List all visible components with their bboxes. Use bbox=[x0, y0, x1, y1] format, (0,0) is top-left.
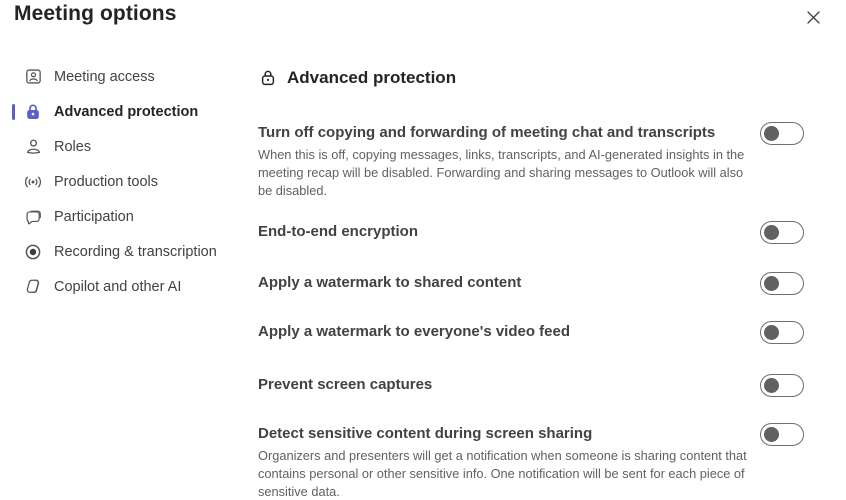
toggle-knob bbox=[764, 276, 779, 291]
toggle-knob bbox=[764, 427, 779, 442]
selection-indicator bbox=[12, 244, 15, 260]
section-title: Advanced protection bbox=[287, 68, 457, 87]
sidebar-item-label: Advanced protection bbox=[54, 103, 199, 120]
toggle-end-to-end-encryption[interactable] bbox=[760, 221, 804, 244]
selection-indicator bbox=[12, 174, 15, 190]
lock-outline-icon bbox=[258, 68, 278, 88]
sidebar bbox=[12, 59, 254, 304]
setting-row bbox=[258, 323, 804, 344]
sidebar-item-roles[interactable] bbox=[12, 129, 254, 164]
toggle-detect-sensitive-content[interactable] bbox=[760, 423, 804, 446]
selection-indicator bbox=[12, 139, 15, 155]
setting-row bbox=[258, 425, 804, 500]
setting-row bbox=[258, 223, 804, 244]
sidebar-item-label: Copilot and other AI bbox=[54, 278, 182, 295]
selection-indicator bbox=[12, 209, 15, 225]
contact-card-icon bbox=[23, 67, 43, 87]
setting-label: Prevent screen captures bbox=[258, 376, 433, 393]
lock-filled-icon bbox=[23, 102, 43, 122]
sidebar-item-advanced-protection[interactable] bbox=[12, 94, 254, 129]
toggle-knob bbox=[764, 225, 779, 240]
setting-row bbox=[258, 376, 804, 397]
copilot-icon bbox=[23, 277, 43, 297]
setting-label: Apply a watermark to everyone's video feed bbox=[258, 323, 571, 340]
main-panel bbox=[258, 65, 804, 500]
sidebar-item-recording-transcription[interactable] bbox=[12, 234, 254, 269]
sidebar-item-meeting-access[interactable] bbox=[12, 59, 254, 94]
setting-label: End-to-end encryption bbox=[258, 223, 418, 240]
toggle-turn-off-copying-forwarding[interactable] bbox=[760, 122, 804, 145]
sidebar-item-label: Meeting access bbox=[54, 68, 155, 85]
toggle-knob bbox=[764, 126, 779, 141]
setting-label: Turn off copying and forwarding of meeting chat and transcripts bbox=[258, 124, 716, 141]
close-icon bbox=[806, 10, 821, 25]
sidebar-item-copilot-and-other-ai[interactable] bbox=[12, 269, 254, 304]
setting-row bbox=[258, 274, 804, 295]
setting-description: Organizers and presenters will get a notification when someone is sharing content that contains personal or other sensitive info. One notification will be sent for each piece of sensitive data. bbox=[258, 448, 747, 499]
toggle-knob bbox=[764, 325, 779, 340]
selection-indicator bbox=[12, 104, 15, 120]
person-icon bbox=[23, 137, 43, 157]
toggle-knob bbox=[764, 378, 779, 393]
setting-label: Detect sensitive content during screen sharing bbox=[258, 425, 593, 442]
sidebar-item-label: Production tools bbox=[54, 173, 158, 190]
toggle-prevent-screen-captures[interactable] bbox=[760, 374, 804, 397]
selection-indicator bbox=[12, 69, 15, 85]
setting-label: Apply a watermark to shared content bbox=[258, 274, 522, 291]
toggle-watermark-shared-content[interactable] bbox=[760, 272, 804, 295]
chat-icon bbox=[23, 207, 43, 227]
close-button[interactable] bbox=[802, 6, 824, 28]
page-title: Meeting options bbox=[14, 2, 177, 25]
setting-description: When this is off, copying messages, links, transcripts, and AI-generated insights in the meeting recap will be disabled. Forwarding and sharing messages to Outlook will also be disabled. bbox=[258, 147, 745, 198]
sidebar-item-production-tools[interactable] bbox=[12, 164, 254, 199]
broadcast-icon bbox=[23, 172, 43, 192]
record-icon bbox=[23, 242, 43, 262]
sidebar-item-label: Participation bbox=[54, 208, 134, 225]
toggle-watermark-video-feed[interactable] bbox=[760, 321, 804, 344]
sidebar-item-label: Recording & transcription bbox=[54, 243, 217, 260]
section-header bbox=[258, 65, 804, 91]
sidebar-item-label: Roles bbox=[54, 138, 92, 155]
selection-indicator bbox=[12, 279, 15, 295]
sidebar-item-participation[interactable] bbox=[12, 199, 254, 234]
setting-row bbox=[258, 124, 804, 200]
